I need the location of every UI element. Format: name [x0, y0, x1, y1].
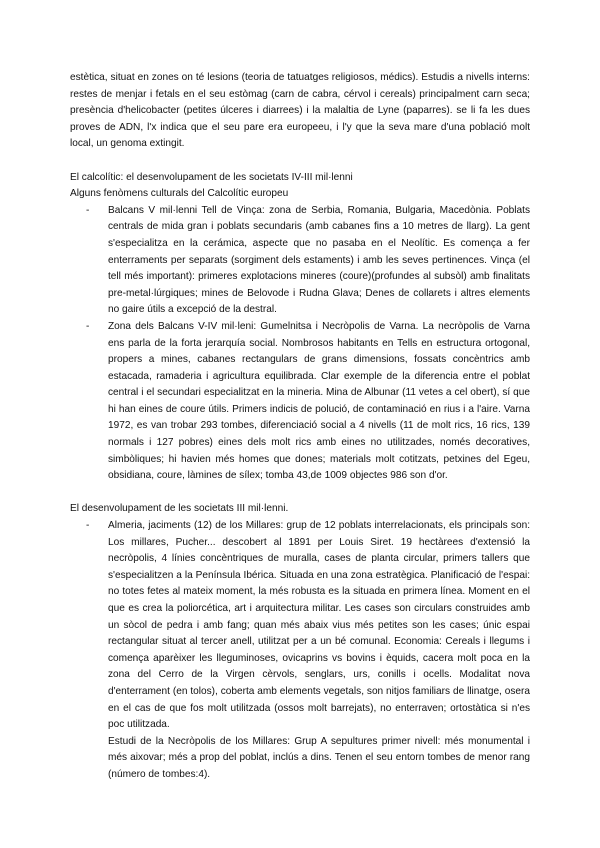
- list-item: [86, 518, 530, 734]
- section-1-list: [70, 203, 530, 485]
- section-2-followup: Estudi de la Necròpolis de los Millares: Grup A sepultures primer nivell: més monumental i més aixovar; més a prop del poblat, inclús a dins. Tenen el seu entorn tombes de menor rang (número de tombes:4).: [108, 735, 530, 780]
- list-item-text: Almeria, jaciments (12) de los Millares: grup de 12 poblats interrelacionats, els principals son: Los millares, Pucher... descobert al 1891 per Louis Siret. 19 hectàrees d'extensió la necròpolis, 4 línies concèntriques de muralla, cases de planta circular, primers tallers que s'especialitzen a la Península Ibérica. Situada en una zona estratègica. Planificació de l'espai: no totes fetes al mateix moment, la més robusta es la situada en primera línea. Moment en el que es crea la poliorcética, art i arquitectura militar. Les cases son circulars construides amb un sòcol de pedra i amb fang; quan més abaix vius més petites son les cases; únic espai rectangular situat al tercer anell, utilitzat per a un bé comunal. Economia: Cereals i llegums i comença aparèixer les lleguminoses, ovicaprins vs bovins i èquids, cacera molt poca en la zona del Cerro de la Virgen cèrvols, senglars, urs, conills i ocells. Modalitat nova d'enterrament (en tolos), coberta amb elements vegetals, son nitjos familiars de llinatge, osera en el cas de que fos molt utilitzada (ossos molt barrejats), no enterraven; ortostàtica si n'es poc utilitzada.: [108, 520, 530, 731]
- spacer: [70, 153, 530, 170]
- section-2-title: El desenvolupament de les societats III mil·lenni.: [70, 503, 289, 515]
- section-1-subtitle: Alguns fenòmens culturals del Calcolític europeu: [70, 188, 289, 200]
- spacer: [70, 485, 530, 502]
- intro-paragraph: estètica, situat en zones on té lesions (teoria de tatuatges religiosos, médics). Estudis a nivells interns: restes de menjar i fetals en el seu estòmag (carn de cabra, cérvol i cereals) principalment carn seca; presència d'helicobacter (petites úlceres i diarrees) i la malaltia de Lyne (paparres). se li fa les dues proves de ADN, l'x indica que el seu pare era europeeu, i l'y que la seva mare d'una població molt local, un genoma extingit.: [70, 72, 530, 150]
- section-1-title: El calcolític: el desenvolupament de les societats IV-III mil·lenni: [70, 171, 353, 183]
- dash-bullet: -: [86, 520, 90, 532]
- section-2-list: [70, 518, 530, 734]
- list-item: [86, 319, 530, 485]
- list-item-text: Balcans V mil·lenni Tell de Vinça: zona de Serbia, Romania, Bulgaria, Macedònia. Poblats centrals de mida gran i poblats secundaris (amb cabanes fins a 10 metres de llarg). La gent s'especialitza en la cerámica, aspecte que no pasaba en el Neolític. Es comença a fer enterraments per separats (sorgiment dels estaments) i amb les seves pertinences. Vinça (el tell més important): primeres explotacions mineres (coure)(profundes al subsòl) amb finalitats pre-metal·lúrgiques; mines de Belovode i Rudna Glava; Denes de collarets i altres elements no gaire útils a excepció de la destral.: [108, 204, 530, 316]
- list-item: [86, 203, 530, 319]
- dash-bullet: -: [86, 320, 90, 332]
- dash-bullet: -: [86, 204, 90, 216]
- list-item-text: Zona dels Balcans V-IV mil·leni: Gumelnitsa i Necròpolis de Varna. La necròpolis de Varna ens parla de la forta jerarquía social. Nombrosos habitants en Tells en estructura ortogonal, propers a mines, cabanes rectangulars de grans dimensions, fossats concèntrics amb estacada, ramaderia i agricultura equilibrada. Clar exemple de la diferencia entre el poblat central i el secundari especialitzat en la mineria. Mina de Albunar (11 vetes a cel obert), sí que hi han eines de coure útils. Primers indicis de polució, de contaminació en rius i a l'aire. Varna 1972, es van trobar 293 tombes, diferenciació social a 4 nivells (11 de molt rics, 16 rics, 139 normals i 127 pobres) eines dels molt rics amb eines no utilitzades, només decoratives, simbòliques; hi havien més homes que dones; materials molt cotitzats, petxines del Egeu, obsidiana, coure, làmines de sílex; tomba 43,de 1009 objectes 986 son d'or.: [108, 320, 530, 482]
